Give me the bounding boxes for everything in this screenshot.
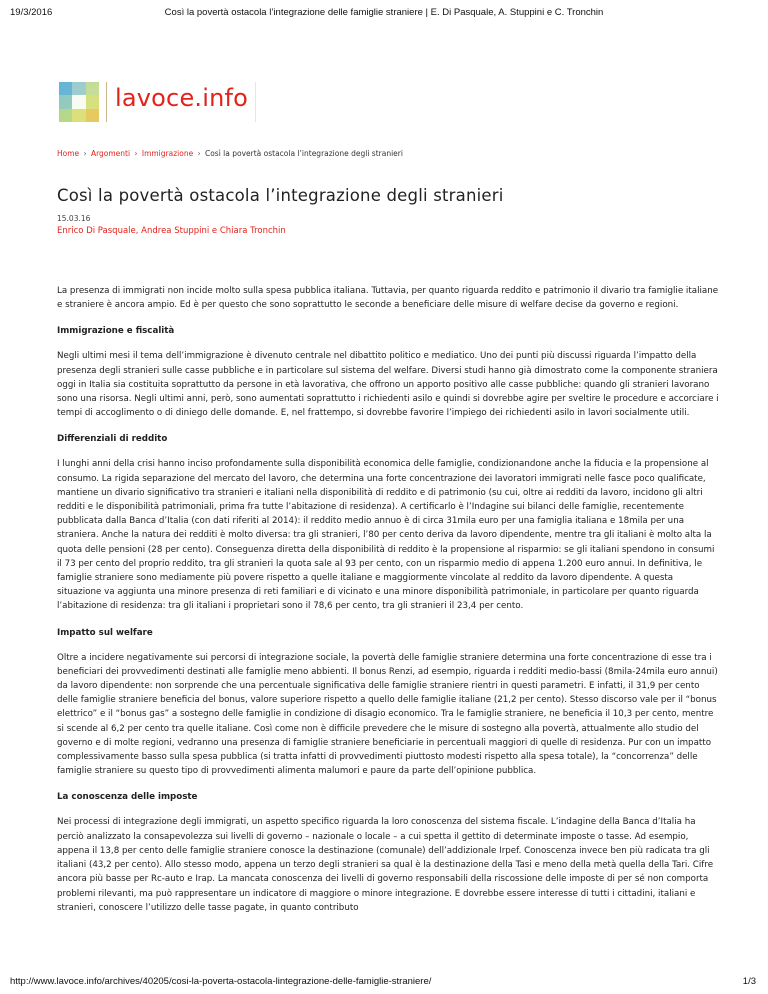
logo-divider [106,82,107,122]
section-heading: Impatto sul welfare [57,627,153,638]
breadcrumb-separator: › [197,149,201,158]
breadcrumb-separator: › [134,149,138,158]
logo-text: lavoce.info [115,84,249,112]
print-footer [0,976,768,990]
section-paragraph: Negli ultimi mesi il tema dell’immigrazione è divenuto centrale nel dibattito politico e mediatico. Uno dei punti più discussi riguarda l’impatto della presenza degli stranieri sulle casse pubbliche e in particolare sul sistema del welfare. Diversi studi hanno già dimostrato come la componente straniera oggi in Italia sia costituita soprattutto da persone in età lavorativa, che offrono un apporto positivo alle casse pubbliche: quando gli stranieri lavorano sono una risorsa. Negli ultimi anni, però, sono aumentati soprattutto i richiedenti asilo e quindi si dovrebbe agire per sveltire le procedure e accorciare i tempi di accoglimento o di diniego delle domande. E, nel frattempo, si dovrebbe favorire l’impiego dei richiedenti asilo in lavori socialmente utili. [57,351,719,419]
article-body [57,284,719,928]
logo-divider-right [255,82,256,122]
breadcrumb [57,149,403,158]
breadcrumb-immigrazione[interactable]: Immigrazione [141,149,194,158]
breadcrumb-argomenti[interactable]: Argomenti [90,149,131,158]
section-heading: La conoscenza delle imposte [57,792,198,803]
article-authors[interactable]: Enrico Di Pasquale, Andrea Stuppini e Chiara Tronchin [57,226,286,236]
section-paragraph: I lunghi anni della crisi hanno inciso profondamente sulla disponibilità economica delle famiglie, condizionandone anche la fiducia e la propensione al consumo. La rigida separazione del mercato del lavoro, che determina una forte concentrazione dei lavoratori immigrati nelle fasce poco qualificate, mantiene un divario significativo tra stranieri e italiani nella disponibilità di reddito e di patrimonio (su cui, oltre ai redditi da lavoro, incidono gli altri redditi e le disponibilità patrimoniali, prima fra tutte l’abitazione di residenza). A certificarlo è l’Indagine sui bilanci delle famiglie, recentemente pubblicata dalla Banca d’Italia (con dati riferiti al 2014): il reddito medio annuo è di circa 31mila euro per una famiglia italiana e 18mila per una straniera. Anche la natura dei redditi è molto diversa: tra gli stranieri, l’80 per cento deriva da lavoro dipendente, mentre tra gli italiani è molto alta la quota delle pensioni (28 per cento). Conseguenza diretta della disponibilità di reddito è la propensione al risparmio: se gli italiani spendono in consumi il 73 per cento del proprio reddito, tra gli stranieri la quota sale al 93 per cento, con un risparmio medio di appena 1.200 euro annui. In definitiva, le famiglie straniere sono mediamente più povere rispetto a quelle italiane e maggiormente vincolate al reddito da lavoro dipendente. A questa situazione va aggiunta una minore presenza di reti familiari e di vicinato e una minore disponibilità patrimoniale, in particolare per quanto riguarda l’abitazione di residenza: tra gli italiani i proprietari sono il 78,6 per cento, tra gli stranieri il 23,4 per cento. [57,459,715,612]
article-intro: La presenza di immigrati non incide molto sulla spesa pubblica italiana. Tuttavia, per quanto riguarda reddito e patrimonio il divario tra famiglie italiane e straniere è ancora ampio. Ed è per questo che sono soprattutto le seconde a beneficiare delle misure di welfare decise da governo e regioni. [57,286,719,311]
section-paragraph: Oltre a incidere negativamente sui percorsi di integrazione sociale, la povertà delle famiglie straniere determina una forte concentrazione di esse tra i beneficiari dei provvedimenti destinati alle famiglie meno abbienti. Il bonus Renzi, ad esempio, riguarda i redditi medio-bassi (8mila-24mila euro annui) da lavoro dipendente: non sorprende che una percentuale significativa delle famiglie straniere rientri in questi parametri. E infatti, il 31,9 per cento delle famiglie straniere beneficia del bonus, valore superiore rispetto a quello delle famiglie italiane (21,2 per cento). Stesso discorso vale per il “bonus elettrico” e il “bonus gas” a sostegno delle famiglie in condizione di disagio economico. Tra le famiglie straniere, ne beneficia il 10,3 per cento, mentre si scende al 6,2 per cento tra quelle italiane. Così come non è difficile prevedere che le misure di sostegno alla povertà, attualmente allo studio del governo e di molte regioni, vedranno una presenza di famiglie straniere beneficiarie in percentuali maggiori di quelle di residenza. Pur con un impatto complessivamente basso sulla spesa pubblica (si tratta infatti di provvedimenti piuttosto modesti rispetto alla spesa totale), la “concorrenza” delle famiglie straniere su questo tipo di provvedimenti alimenta malumori e paure da parte dell’opinione pubblica. [57,652,718,777]
print-page-number: 1/3 [742,976,756,987]
section-heading: Immigrazione e fiscalità [57,326,175,337]
section-paragraph: Nei processi di integrazione degli immigrati, un aspetto specifico riguarda la loro conoscenza del sistema fiscale. L’indagine della Banca d’Italia ha perciò analizzato la consapevolezza sui livelli di governo – nazionale o locale – a cui spetta il gettito di determinate imposte o tasse. Ad esempio, appena il 13,8 per cento delle famiglie straniere conosce la destinazione (comunale) dell’addizionale Irpef. Conoscenza invece ben più radicata tra gli italiani (43,2 per cento). Allo stesso modo, appena un terzo degli stranieri sa qual è la destinazione della Tasi e meno della metà quella della Tari. Cifre ancora più basse per Rc-auto e Irap. La mancata conoscenza dei livelli di governo responsabili della riscossione delle imposte di per sé non comporta problemi rilevanti, ma può rappresentare un indicatore di maggiore o minore integrazione. E dovrebbe essere interesse di tutti i cittadini, italiani e stranieri, conoscere l’utilizzo delle tasse pagate, in quanto contributo [57,817,714,913]
section-heading: Differenziali di reddito [57,434,168,445]
print-title: Così la povertà ostacola l’integrazione delle famiglie straniere | E. Di Pasquale, A. Stuppini e C. Tronchin [164,7,604,18]
print-header [0,7,768,21]
print-date: 19/3/2016 [10,7,53,18]
logo-mark-icon [59,82,99,122]
print-url: http://www.lavoce.info/archives/40205/cosi-la-poverta-ostacola-lintegrazione-delle-famiglie-straniere/ [10,976,432,987]
breadcrumb-separator: › [83,149,87,158]
breadcrumb-current: Così la povertà ostacola l’integrazione degli stranieri [204,149,403,158]
site-logo[interactable] [59,82,259,122]
article-date: 15.03.16 [57,214,91,223]
article-title: Così la povertà ostacola l’integrazione degli stranieri [57,186,504,205]
breadcrumb-home[interactable]: Home [57,149,80,158]
